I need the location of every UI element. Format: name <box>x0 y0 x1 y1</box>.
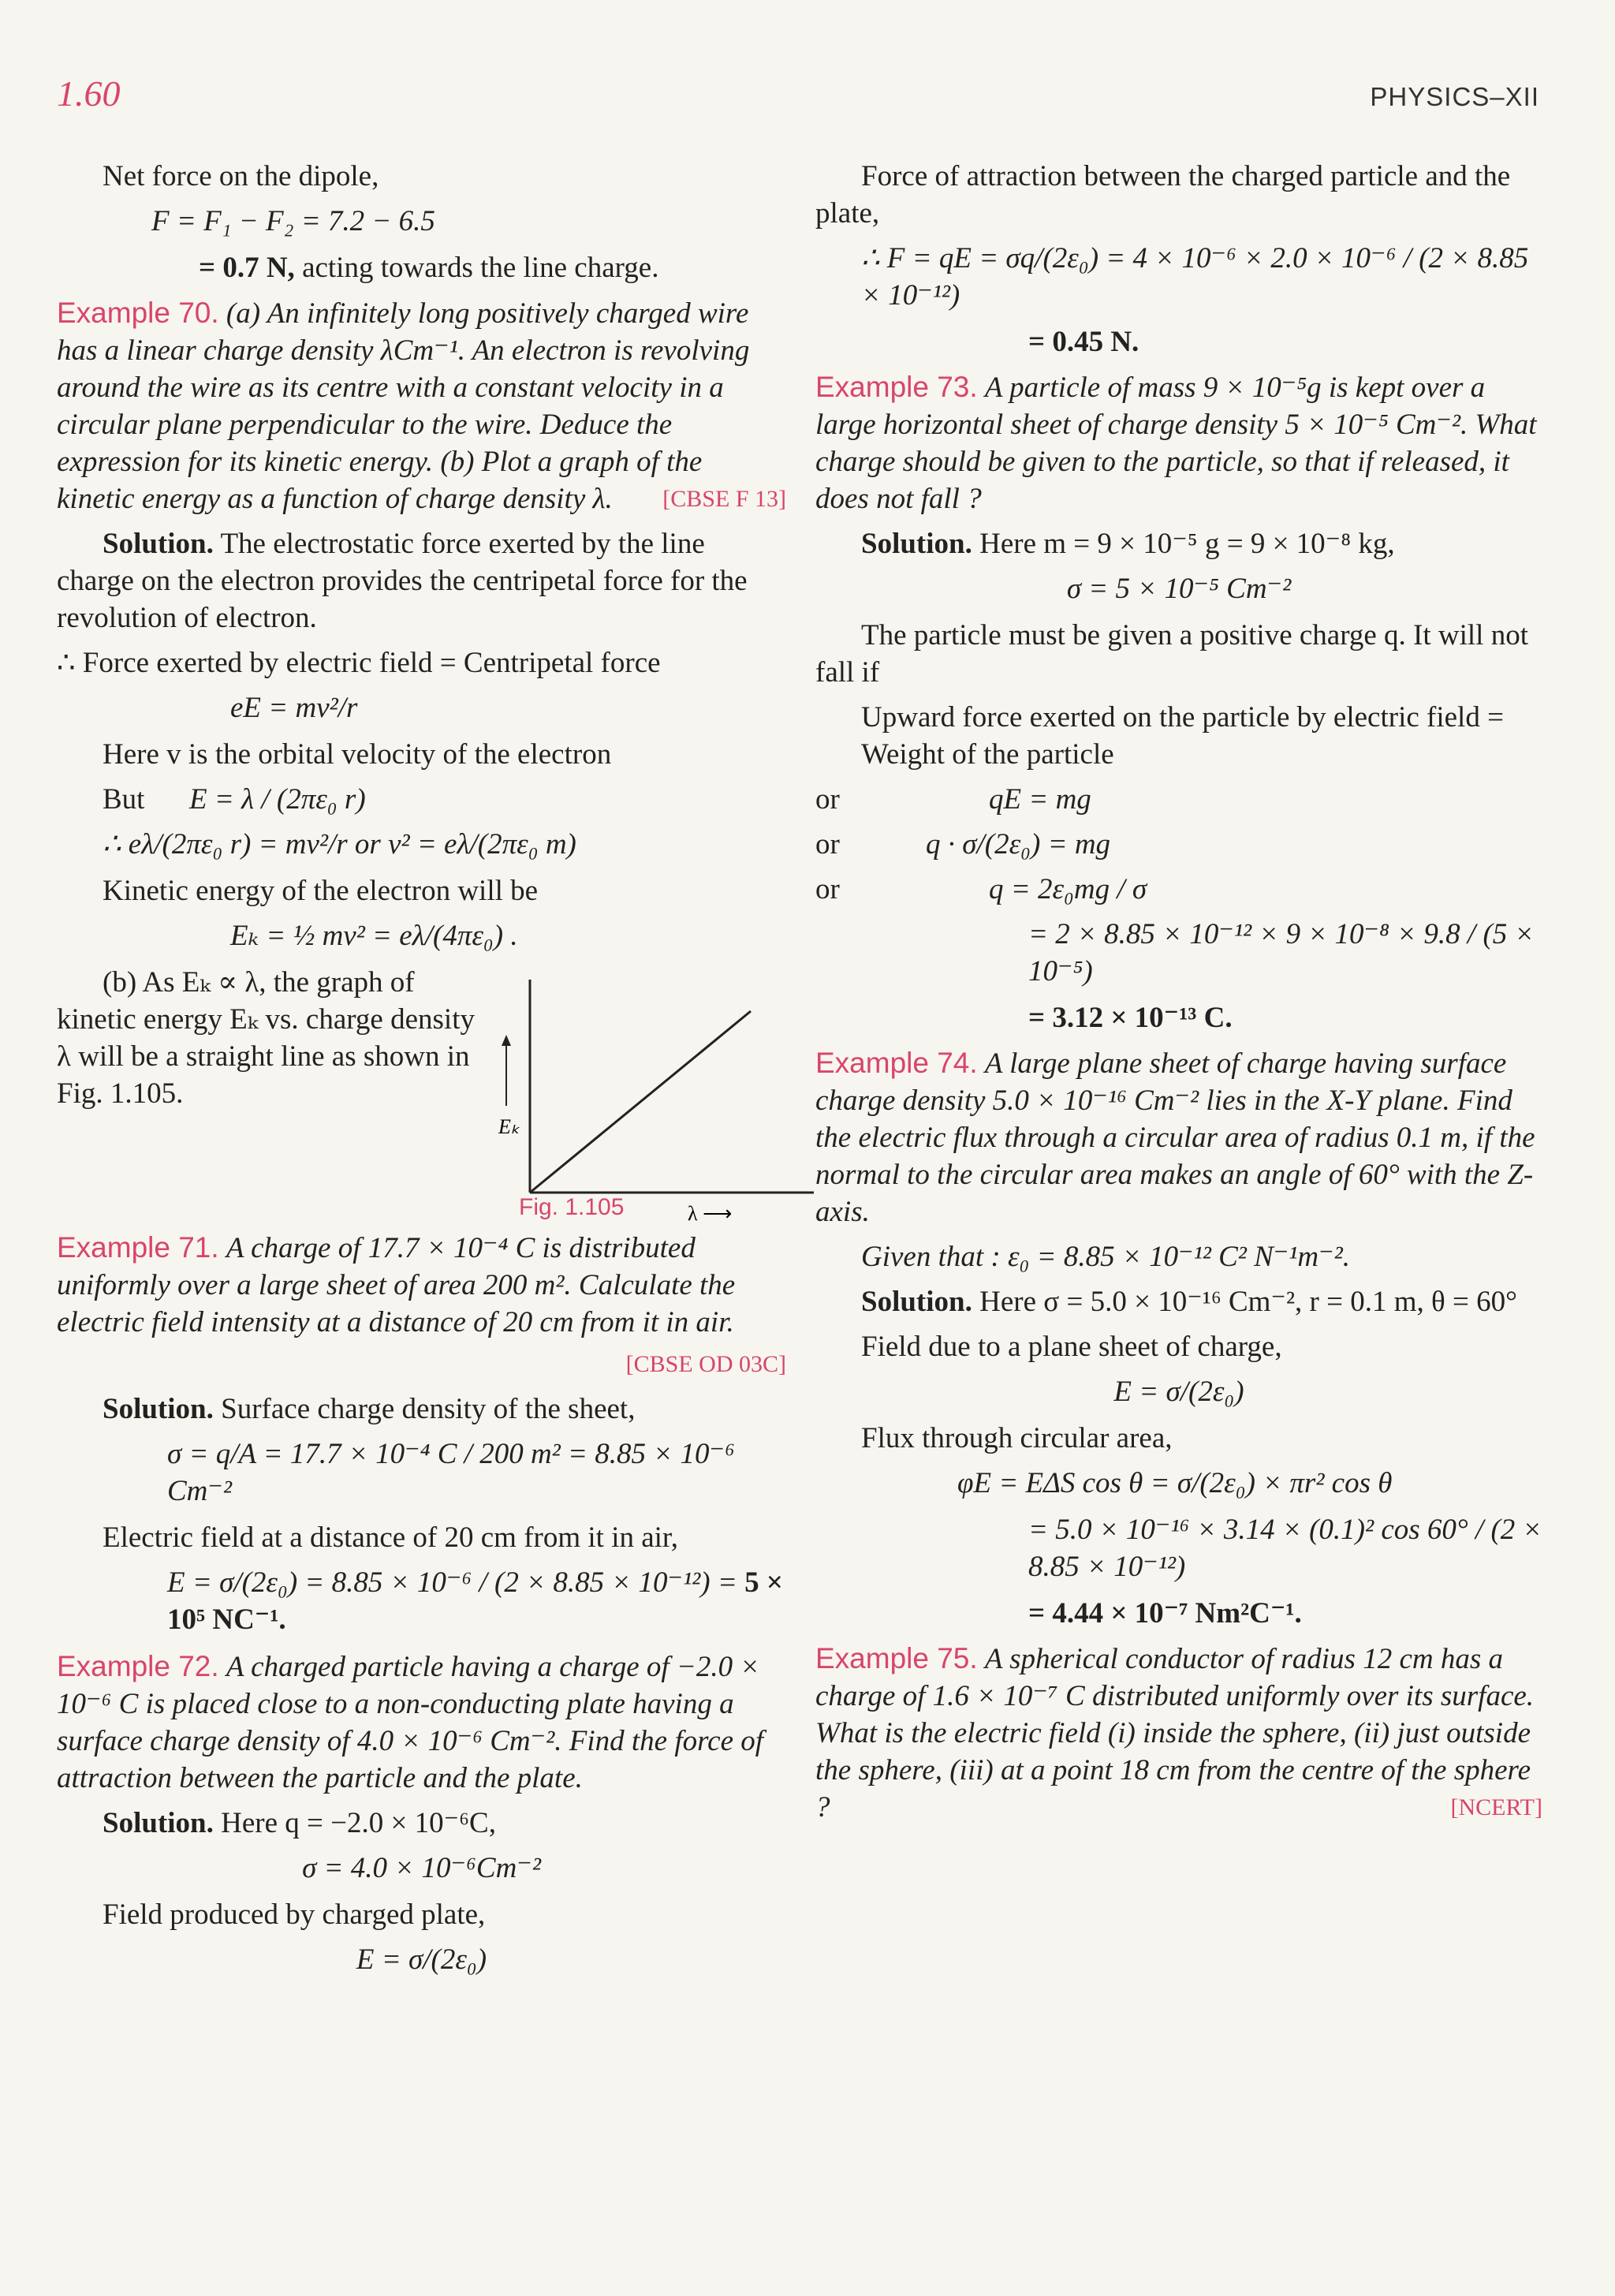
graph-section <box>57 964 786 1224</box>
example-label: Example 75. <box>815 1642 978 1674</box>
solution-text: Here m = 9 × 10⁻⁵ g = 9 × 10⁻⁸ kg, <box>972 528 1395 560</box>
equation: F = F₁ − F₂ = 7.2 − 6.5 <box>151 205 435 237</box>
page-number: 1.60 <box>57 73 121 114</box>
example-text: (a) An infinitely long positively charged wire has a linear charge density λCm⁻¹. An electron is revolving around the wire as its centre with a constant velocity in a circular plane perpendicular to the wire. Deduce the expression for its kinetic energy. (b) Plot a graph of the kinetic energy as a function of charge density λ. <box>57 297 750 515</box>
equation: = 2 × 8.85 × 10⁻¹² × 9 × 10⁻⁸ × 9.8 / (5 × 10⁻⁵) <box>1028 918 1535 987</box>
result-value: = 3.12 × 10⁻¹³ C. <box>1028 1002 1233 1034</box>
example-label: Example 73. <box>815 371 978 403</box>
example-75 <box>815 1640 1542 1826</box>
solution <box>815 525 1542 562</box>
solution-label: Solution. <box>103 528 214 560</box>
given-line: Given that : ε₀ = 8.85 × 10⁻¹² C² N⁻¹m⁻². <box>861 1241 1350 1273</box>
or-label: or <box>815 783 840 816</box>
equation: E = λ / (2πε₀ r) <box>189 783 366 816</box>
result-value: = 0.7 N, <box>199 252 295 284</box>
equation-lhs: E = σ/(2ε₀) = 8.85 × 10⁻⁶ / (2 × 8.85 × 10⁻¹²) = <box>167 1566 745 1599</box>
example-71 <box>57 1229 786 1341</box>
example-text: A charge of 17.7 × 10⁻⁴ C is distributed uniformly over a large sheet of area 200 m². Calculate the electric field intensity at a distance of 20 cm from it in air. <box>57 1232 736 1338</box>
example-text: A charged particle having a charge of −2.0 × 10⁻⁶ C is placed close to a non-conducting plate having a surface charge density of 4.0 × 10⁻⁶ Cm⁻². Find the force of attraction between the particle and the plate. <box>57 1651 764 1794</box>
text-line: But <box>103 783 145 816</box>
x-axis-label: λ ⟶ <box>688 1202 733 1224</box>
text-line: Force of attraction between the charged particle and the plate, <box>815 160 1511 230</box>
result-line <box>57 249 786 286</box>
solution <box>57 1805 786 1842</box>
example-73 <box>815 368 1542 517</box>
text-line: Flux through circular area, <box>861 1422 1173 1454</box>
example-label: Example 72. <box>57 1650 219 1682</box>
equation-row <box>815 781 1542 818</box>
example-text: A spherical conductor of radius 12 cm has a charge of 1.6 × 10⁻⁷ C distributed uniformly over its surface. What is the electric field (i) inside the sphere, (ii) just outside the sphere, (iii) at a point 18 cm from the centre of the sphere ? <box>815 1643 1535 1824</box>
result-value: = 4.44 × 10⁻⁷ Nm²C⁻¹. <box>1028 1597 1302 1630</box>
book-title: PHYSICS–XII <box>1370 82 1539 111</box>
solution <box>815 1283 1542 1320</box>
equation: Eₖ = ½ mv² = eλ/(4πε₀) . <box>230 920 518 952</box>
equation: E = σ/(2ε₀) <box>356 1943 487 1976</box>
graph-line <box>530 1011 751 1193</box>
solution-label: Solution. <box>861 1286 972 1318</box>
text-line: Field produced by charged plate, <box>103 1898 486 1931</box>
text-line: acting towards the line charge. <box>294 252 659 284</box>
exam-reference: [CBSE F 13] <box>662 486 786 512</box>
result-value: 5 × 10⁵ NC⁻¹. <box>167 1566 783 1636</box>
left-column <box>57 158 786 1988</box>
text-line: (b) As Eₖ ∝ λ, the graph of kinetic energy Eₖ vs. charge density λ will be a straight line as shown in Fig. 1.105. <box>57 966 475 1110</box>
text-line: Upward force exerted on the particle by electric field = Weight of the particle <box>861 701 1504 771</box>
solution-label: Solution. <box>103 1393 214 1425</box>
equation: E = σ/(2ε₀) <box>1113 1376 1244 1408</box>
equation: σ = 5 × 10⁻⁵ Cm⁻² <box>1066 573 1292 605</box>
equation-row <box>815 826 1542 863</box>
example-72 <box>57 1648 786 1797</box>
example-label: Example 70. <box>57 297 219 329</box>
equation-row <box>815 871 1542 908</box>
example-text: A particle of mass 9 × 10⁻⁵g is kept over a large horizontal sheet of charge density 5 × 10⁻⁵ Cm⁻². What charge should be given to the particle, so that if released, it does not fall ? <box>815 371 1537 515</box>
equation-row <box>57 781 786 818</box>
exam-reference: [NCERT] <box>1450 1794 1542 1820</box>
text-line: Field due to a plane sheet of charge, <box>861 1331 1282 1363</box>
equation: q · σ/(2ε₀) = mg <box>926 828 1111 861</box>
equation: σ = 4.0 × 10⁻⁶Cm⁻² <box>302 1852 541 1884</box>
graph-svg <box>498 964 830 1224</box>
solution <box>57 525 786 637</box>
solution <box>57 1391 786 1428</box>
y-arrow-head <box>502 1035 511 1046</box>
text-line: Kinetic energy of the electron will be <box>103 875 539 907</box>
equation: ∴ eλ/(2πε₀ r) = mv²/r or v² = eλ/(2πε₀ m) <box>103 828 576 861</box>
equation: σ = q/A = 17.7 × 10⁻⁴ C / 200 m² = 8.85 × 10⁻⁶ Cm⁻² <box>167 1438 735 1507</box>
figure-caption: Fig. 1.105 <box>519 1194 625 1220</box>
text-line: Here v is the orbital velocity of the electron <box>103 738 612 771</box>
reference-line <box>57 1344 786 1383</box>
y-axis-label: Eₖ <box>498 1115 520 1138</box>
solution-label: Solution. <box>861 528 972 560</box>
solution-label: Solution. <box>103 1807 214 1839</box>
example-74 <box>815 1044 1542 1230</box>
example-text: A large plane sheet of charge having surface charge density 5.0 × 10⁻¹⁶ Cm⁻² lies in the X-Y plane. Find the electric flux through a circular area of radius 0.1 m, if the normal to the circular area makes an angle of 60° with the Z-axis. <box>815 1047 1535 1228</box>
or-label: or <box>815 873 840 905</box>
example-70 <box>57 294 786 517</box>
equation: ∴ F = qE = σq/(2ε₀) = 4 × 10⁻⁶ × 2.0 × 10⁻⁶ / (2 × 8.85 × 10⁻¹²) <box>861 242 1529 312</box>
solution-text: Here q = −2.0 × 10⁻⁶C, <box>213 1807 496 1839</box>
solution-text: Surface charge density of the sheet, <box>213 1393 636 1425</box>
text-line: Electric field at a distance of 20 cm from it in air, <box>103 1521 679 1554</box>
ek-vs-lambda-graph <box>498 964 830 1224</box>
text-line: ∴ Force exerted by electric field = Centripetal force <box>57 647 661 679</box>
text-line: Net force on the dipole, <box>103 160 379 192</box>
right-column <box>815 158 1542 1834</box>
example-label: Example 74. <box>815 1047 978 1079</box>
equation: qE = mg <box>989 783 1091 816</box>
result-value: = 0.45 N. <box>1028 326 1139 358</box>
equation: = 5.0 × 10⁻¹⁶ × 3.14 × (0.1)² cos 60° / (2 × 8.85 × 10⁻¹²) <box>1028 1514 1542 1583</box>
example-label: Example 71. <box>57 1231 219 1264</box>
or-label: or <box>815 828 840 861</box>
equation: φE = EΔS cos θ = σ/(2ε₀) × πr² cos θ <box>957 1467 1393 1499</box>
solution-text: Here σ = 5.0 × 10⁻¹⁶ Cm⁻², r = 0.1 m, θ = 60° <box>972 1286 1517 1318</box>
equation: eE = mv²/r <box>230 692 358 724</box>
equation: q = 2ε₀mg / σ <box>989 873 1147 905</box>
solution-text: The electrostatic force exerted by the line charge on the electron provides the centripetal force for the revolution of electron. <box>57 528 748 634</box>
text-line: The particle must be given a positive charge q. It will not fall if <box>815 619 1528 689</box>
equation <box>57 1564 786 1638</box>
exam-reference: [CBSE OD 03C] <box>625 1351 786 1377</box>
